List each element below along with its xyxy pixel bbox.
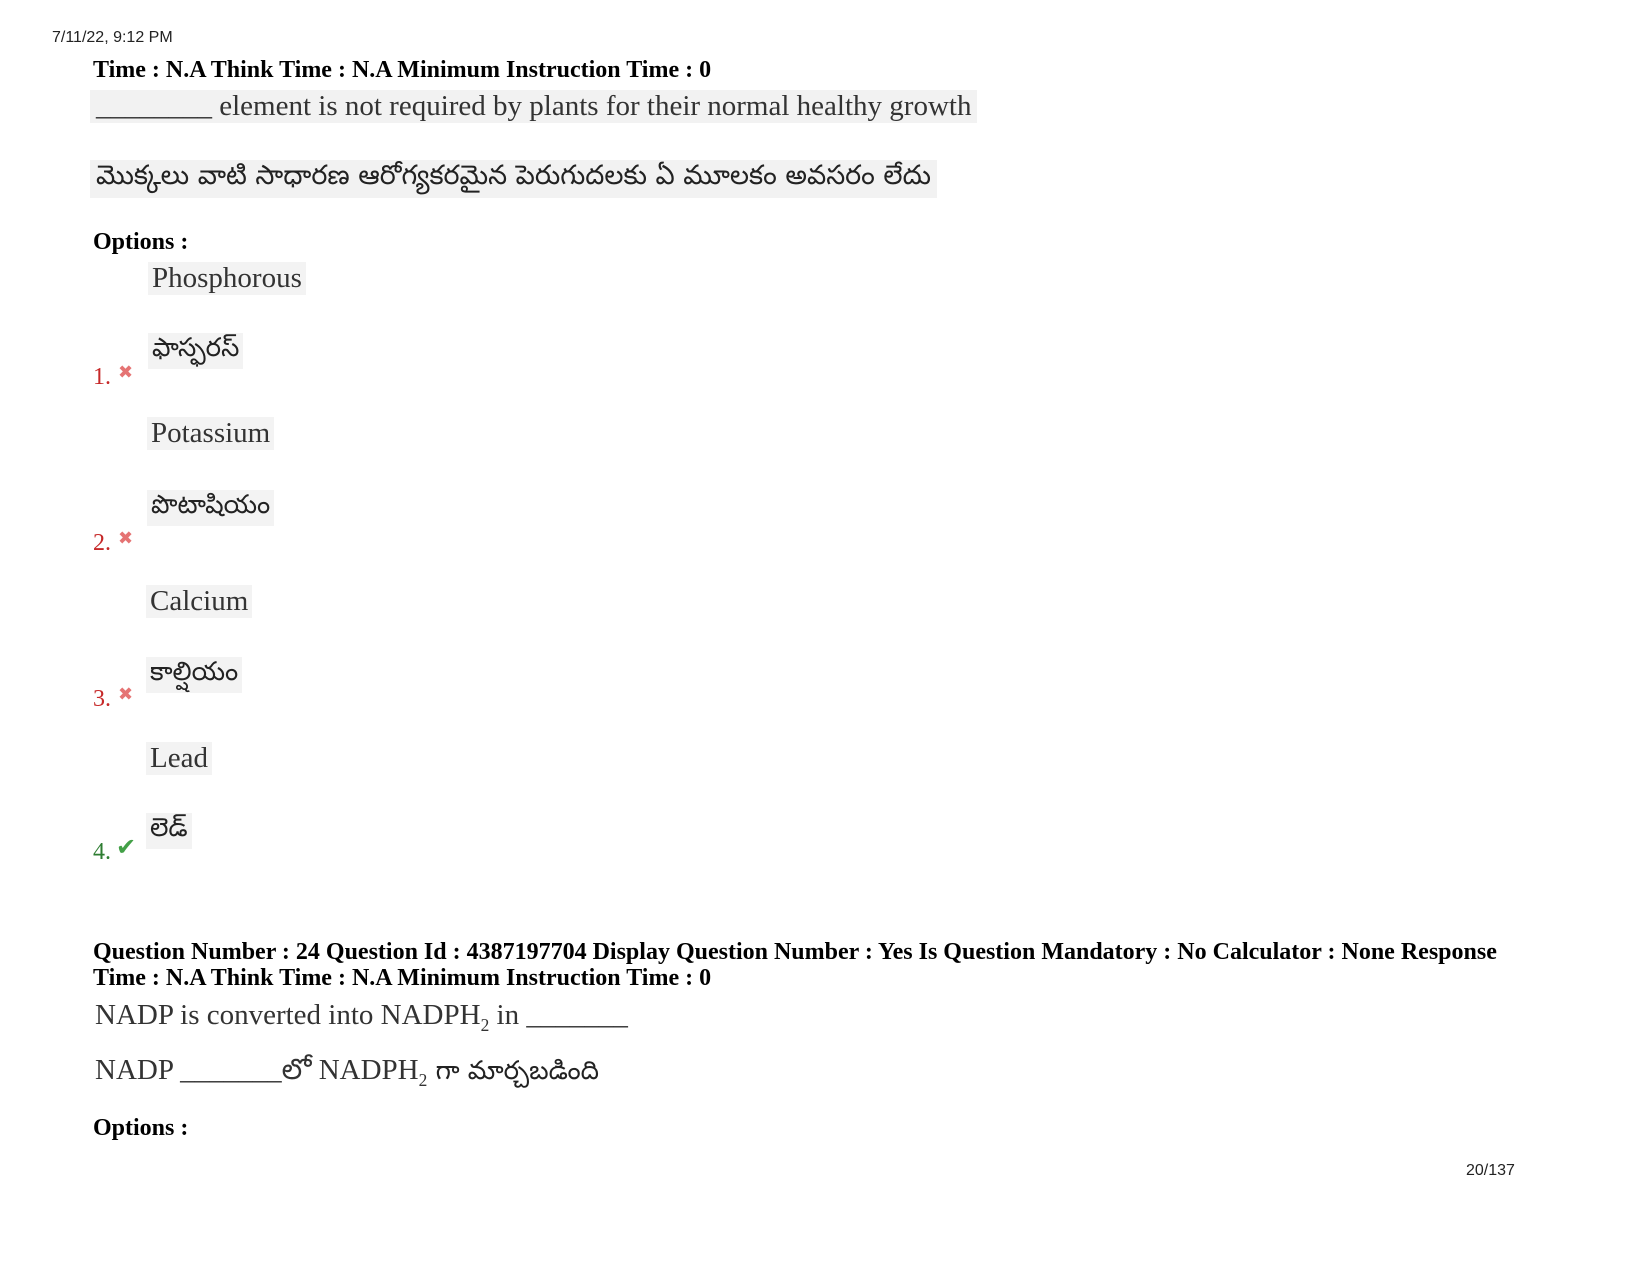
question-en-prefix: NADP is converted into NADPH: [95, 999, 481, 1031]
option-3-english: Calcium: [146, 585, 252, 618]
question-meta-line: Time : N.A Think Time : N.A Minimum Instruction Time : 0: [93, 57, 712, 83]
question-te-suffix: గా మార్చబడింది: [427, 1056, 599, 1086]
print-timestamp: 7/11/22, 9:12 PM: [52, 29, 173, 46]
option-2-number: 2.: [93, 530, 111, 556]
wrong-cross-icon: ✖: [118, 362, 134, 383]
question-te-prefix: NADP _______లో NADPH: [95, 1054, 419, 1086]
wrong-cross-icon: ✖: [118, 528, 134, 549]
option-4-english: Lead: [146, 742, 212, 775]
option-2-telugu: పొటాషియం: [147, 490, 274, 526]
option-1-english: Phosphorous: [148, 262, 306, 295]
question-en-subscript: 2: [480, 1014, 490, 1035]
question-en-suffix: in _______: [489, 999, 628, 1031]
next-options-label: Options :: [93, 1115, 189, 1141]
option-2-english: Potassium: [147, 417, 274, 450]
next-question-text-english: [95, 999, 628, 1036]
option-4-number: 4.: [93, 839, 111, 865]
wrong-cross-icon: ✖: [118, 684, 134, 705]
page-number: 20/137: [1466, 1162, 1515, 1179]
option-4-telugu: లెడ్: [146, 813, 192, 849]
option-1-number: 1.: [93, 364, 111, 390]
correct-check-icon: ✔: [116, 833, 137, 861]
next-question-meta-line-2: Time : N.A Think Time : N.A Minimum Instruction Time : 0: [93, 965, 712, 991]
option-3-number: 3.: [93, 686, 111, 712]
options-label: Options :: [93, 229, 189, 255]
option-3-telugu: కాల్షియం: [146, 657, 242, 693]
next-question-meta-line-1: Question Number : 24 Question Id : 4387197704 Display Question Number : Yes Is Question Mandatory : No Calculator : None Response: [93, 939, 1497, 965]
next-question-text-telugu: [95, 1054, 599, 1094]
option-1-telugu: ఫాస్ఫరస్: [148, 333, 243, 369]
question-text-telugu: మొక్కలు వాటి సాధారణ ఆరోగ్యకరమైన పెరుగుదలకు ఏ మూలకం అవసరం లేదు: [90, 160, 937, 198]
question-text-english: ________ element is not required by plants for their normal healthy growth: [90, 90, 977, 123]
question-te-subscript: 2: [418, 1069, 428, 1090]
